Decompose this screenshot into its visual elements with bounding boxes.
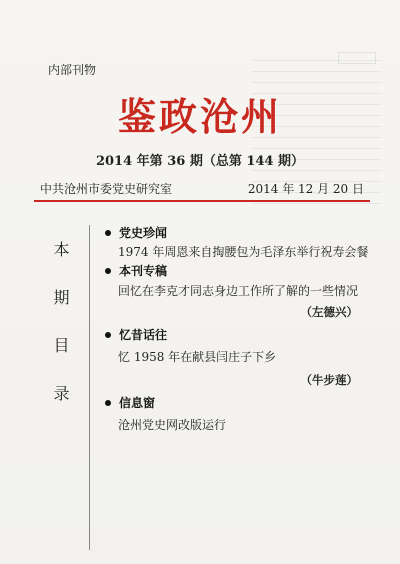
publisher-name: 中共沧州市委党史研究室 [40, 182, 173, 196]
bullet-icon [105, 332, 111, 338]
toc-section-title[interactable]: 党史珍闻 [105, 224, 167, 241]
bullet-icon [105, 230, 111, 236]
toc-article-author: （牛步莲） [300, 373, 358, 387]
toc-section-title[interactable]: 本刊专稿 [105, 262, 167, 279]
publication-date: 2014 年 12 月 20 日 [247, 182, 364, 196]
masthead-title: 鉴政沧州 [117, 95, 282, 139]
bullet-icon [105, 268, 111, 274]
toc-article-title[interactable]: 忆 1958 年在献县闫庄子下乡 [118, 350, 277, 364]
internal-publication-label: 内部刊物 [48, 63, 97, 77]
toc-label-char: 期 [53, 288, 70, 307]
issue-number: 2014 年第 36 期（总第 144 期） [95, 154, 305, 169]
toc-section-title[interactable]: 信息窗 [105, 394, 155, 411]
show-through-tag [338, 52, 376, 64]
toc-section-title[interactable]: 忆昔话往 [105, 326, 167, 343]
toc-article-title[interactable]: 沧州党史网改版运行 [118, 418, 227, 432]
toc-article-title[interactable]: 回忆在李克才同志身边工作所了解的一些情况 [118, 284, 359, 298]
toc-label-char: 录 [53, 384, 70, 403]
toc-label-char: 本 [53, 240, 70, 259]
toc-article-author: （左德兴） [300, 305, 358, 319]
toc-label-char: 目 [53, 336, 70, 355]
toc-article-title[interactable]: 1974 年周恩来自掏腰包为毛泽东举行祝寿会餐 [118, 245, 369, 259]
bullet-icon [105, 400, 111, 406]
header-divider [34, 200, 370, 202]
toc-side-column [34, 225, 90, 550]
